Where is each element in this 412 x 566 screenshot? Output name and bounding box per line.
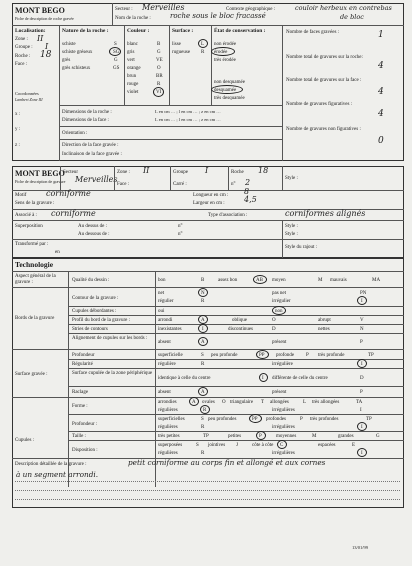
selection-circle bbox=[211, 85, 243, 94]
transforme-label: Transformé par : bbox=[15, 242, 49, 247]
nom-roche-label: Nom de la roche : bbox=[115, 16, 151, 21]
coordonnees-sub: Lambert Zone III bbox=[15, 97, 43, 102]
selection-circle bbox=[256, 350, 269, 359]
contour-option: net bbox=[158, 291, 165, 296]
largeur-label: Largeur en cm : bbox=[193, 201, 225, 206]
longueur-value: 8 bbox=[244, 187, 250, 196]
direction-label: Direction de la face gravée : bbox=[62, 143, 119, 148]
alignement-code: A bbox=[201, 340, 205, 345]
selection-circle bbox=[253, 275, 267, 284]
nature-code: G bbox=[114, 58, 118, 63]
disposition-code: J bbox=[236, 443, 238, 448]
surface-title: Surface : bbox=[172, 28, 194, 34]
forme-label: Forme : bbox=[72, 404, 88, 409]
style-rajout-label: Style du rajout : bbox=[285, 245, 318, 250]
fiche-style-label: Style : bbox=[285, 176, 298, 181]
alignement-label: Alignement de cupules sur les bords : bbox=[72, 336, 148, 341]
couleur-code: BR bbox=[156, 74, 163, 79]
profondeur-cupules-option: profondes bbox=[266, 417, 286, 422]
nature-schiste: schiste bbox=[62, 42, 76, 47]
selection-circle bbox=[259, 373, 268, 382]
qualite-option: bon bbox=[158, 278, 166, 283]
profondeur-cupules-code: PP bbox=[252, 417, 258, 422]
etat-item: desquamée bbox=[214, 88, 237, 93]
nature-schiste-greseux: schiste gréseux bbox=[62, 50, 93, 55]
count-value: 0 bbox=[378, 136, 384, 146]
qualite-code: M bbox=[318, 278, 323, 283]
qualite-code: B bbox=[201, 278, 205, 283]
contour-code: PN bbox=[360, 291, 367, 296]
taille-code: G bbox=[376, 434, 380, 439]
inclinaison-label: Inclinaison de la face gravée : bbox=[62, 152, 122, 157]
forme-code: I bbox=[360, 408, 362, 413]
taille-option: grandes bbox=[338, 434, 354, 439]
fiche-brand: MONT BEGO bbox=[15, 169, 65, 178]
couleur-code: B bbox=[157, 42, 161, 47]
dim-face-fmt: L en cm … ; l en cm … ; z en cm … bbox=[155, 117, 221, 122]
contexte-label: Contexte géographique : bbox=[226, 7, 276, 12]
count-value: 4 bbox=[378, 61, 384, 71]
nature-title: Nature de la roche : bbox=[62, 28, 109, 34]
contour-option: irrégulier bbox=[272, 299, 291, 304]
taille-option: moyennes bbox=[276, 434, 297, 439]
profondeur-cupules-option: superficielles bbox=[158, 417, 185, 422]
zone-value: II bbox=[37, 34, 44, 43]
groupe-label: Groupe : bbox=[15, 45, 33, 50]
alignement-option: absent bbox=[158, 340, 171, 345]
z-label: z : bbox=[15, 143, 20, 148]
stries-code: D bbox=[272, 327, 276, 332]
contour-option: pas net bbox=[272, 291, 287, 296]
contour-label: Contour de la gravure : bbox=[72, 296, 119, 301]
footer-date: 13/01/99 bbox=[352, 545, 369, 550]
disposition-option: irrégulières bbox=[272, 451, 295, 456]
forme-code: R bbox=[203, 408, 207, 413]
couleur-item: brun bbox=[127, 74, 137, 79]
surface-cupulee-code: D bbox=[360, 376, 364, 381]
forme-option: allongées bbox=[270, 400, 289, 405]
selection-circle bbox=[153, 87, 164, 97]
cupules-debordantes-label: Cupules débordantes : bbox=[72, 309, 117, 314]
qualite-option: moyen bbox=[272, 278, 286, 283]
forme-option: très allongées bbox=[312, 400, 340, 405]
surface-cupulee-label: Surface cupulée de la zone périphérique bbox=[72, 371, 153, 376]
profondeur-cupules-code: TP bbox=[366, 417, 372, 422]
orientation-label: Orientation : bbox=[62, 131, 88, 136]
y-label: y : bbox=[15, 127, 21, 132]
x-label: x : bbox=[15, 112, 21, 117]
profil-code: A bbox=[201, 318, 205, 323]
profil-code: V bbox=[360, 318, 364, 323]
face-label: Face : bbox=[15, 62, 28, 67]
disposition-code: R bbox=[201, 451, 205, 456]
qualite-option: mauvais bbox=[330, 278, 347, 283]
stries-option: discontinues bbox=[228, 327, 253, 332]
raclage-label: Raclage bbox=[72, 390, 89, 395]
count-value: 4 bbox=[378, 87, 384, 97]
disposition-option: jointives bbox=[208, 443, 226, 448]
qualite-code: AB bbox=[256, 278, 263, 283]
fiche-groupe-label: Groupe bbox=[173, 170, 188, 175]
couleur-code: O bbox=[157, 66, 161, 71]
regularite-label: Régularité bbox=[72, 362, 93, 367]
couleur-title: Couleur : bbox=[127, 28, 150, 34]
secteur-value: Merveilles bbox=[142, 3, 185, 12]
forme-code: A bbox=[192, 400, 196, 405]
regularite-code: R bbox=[201, 362, 205, 367]
contour-code: R bbox=[201, 299, 205, 304]
profondeur-option: très profonde bbox=[318, 353, 345, 358]
surface-item: rugueuse bbox=[172, 50, 191, 55]
localisation-title: Localisation: bbox=[15, 28, 46, 34]
profondeur-option: peu profonde bbox=[211, 353, 238, 358]
longueur-label: Longueur en cm : bbox=[193, 193, 229, 198]
sens-label: Sens de la gravure : bbox=[15, 201, 55, 206]
au-dessous-label: Au dessous de : bbox=[78, 232, 110, 237]
type-association-value: corniformes alignés bbox=[285, 209, 366, 218]
disposition-code: S bbox=[196, 443, 199, 448]
selection-circle bbox=[357, 448, 367, 457]
raclage-code: P bbox=[360, 390, 363, 395]
coordonnees-label: Coordonnées bbox=[15, 91, 39, 96]
raclage-code: A bbox=[201, 390, 205, 395]
associe-value: corniforme bbox=[51, 209, 96, 218]
contour-code: I bbox=[361, 299, 363, 304]
fiche-brand-sub: Fiche de description de gravure bbox=[15, 179, 66, 184]
fiche-num-label: n° bbox=[231, 182, 236, 187]
surface-cupulee-code: I bbox=[262, 376, 264, 381]
disposition-option: côte à côte bbox=[252, 443, 274, 448]
top-brand: MONT BEGO bbox=[15, 6, 65, 15]
roche-value: 18 bbox=[40, 50, 52, 60]
motif-value: corniforme bbox=[46, 189, 91, 198]
selection-circle bbox=[249, 414, 262, 423]
aspect-label: Aspect général de la gravure : bbox=[15, 274, 56, 285]
qualite-label: Qualité du dessin : bbox=[72, 278, 110, 283]
couleur-item: gris bbox=[127, 50, 135, 55]
raclage-option: absent bbox=[158, 390, 171, 395]
selection-circle bbox=[211, 47, 235, 56]
style-label: Style : bbox=[285, 224, 298, 229]
forme-option: ovales bbox=[202, 400, 215, 405]
disposition-code: I bbox=[361, 451, 363, 456]
technologie-title: Technologie bbox=[15, 260, 54, 269]
associe-label: Associé à : bbox=[15, 213, 37, 218]
profondeur-cupules-code: R bbox=[201, 425, 205, 430]
profil-option: abrupt bbox=[318, 318, 331, 323]
profondeur-option: superficielle bbox=[158, 353, 183, 358]
profondeur-code: TP bbox=[368, 353, 374, 358]
nature-code: SG bbox=[113, 50, 120, 55]
etat-item: érodée bbox=[214, 50, 228, 55]
selection-circle bbox=[256, 431, 266, 440]
profondeur-label: Profondeur bbox=[72, 353, 95, 358]
selection-circle bbox=[277, 440, 287, 449]
count-value: 4 bbox=[378, 109, 384, 119]
fiche-zone-value: II bbox=[143, 166, 150, 175]
selection-circle bbox=[198, 288, 208, 297]
fiche-face-label: Face : bbox=[117, 182, 130, 187]
taille-option: très petites bbox=[158, 434, 180, 439]
couleur-code: VE bbox=[156, 58, 163, 63]
fiche-roche-label: Roche bbox=[231, 170, 244, 175]
count-label: Nombre de gravures figuratives : bbox=[286, 102, 353, 107]
nom-roche-value-2: de bloc bbox=[340, 13, 364, 21]
nature-code: GS bbox=[113, 66, 120, 71]
style-label: Style : bbox=[285, 232, 298, 237]
couleur-code: G bbox=[157, 50, 161, 55]
selection-circle bbox=[357, 296, 367, 305]
surface-code: L bbox=[201, 42, 205, 47]
profondeur-option: profonde bbox=[276, 353, 295, 358]
au-dessus-label: Au dessus de : bbox=[78, 224, 108, 229]
selection-circle bbox=[272, 306, 286, 315]
etat-item: très érodée bbox=[214, 58, 236, 63]
fiche-roche-value: 18 bbox=[258, 166, 269, 175]
profondeur-cupules-code: P bbox=[300, 417, 303, 422]
couleur-code: VI bbox=[156, 90, 162, 95]
taille-option: petites bbox=[228, 434, 242, 439]
option-non: non bbox=[275, 309, 283, 314]
stries-code: N bbox=[360, 327, 364, 332]
selection-circle bbox=[109, 47, 121, 56]
couleur-code: R bbox=[157, 82, 161, 87]
forme-option: triangulaire bbox=[230, 400, 254, 405]
nature-gres: grès bbox=[62, 58, 71, 63]
disposition-label: Disposition : bbox=[72, 448, 98, 453]
forme-code: TA bbox=[356, 400, 363, 405]
stries-code: I bbox=[202, 327, 204, 332]
dim-face-label: Dimensions de la face : bbox=[62, 118, 109, 123]
disposition-option: régulières bbox=[158, 451, 178, 456]
regularite-code: I bbox=[361, 362, 363, 367]
etat-item: non desquamée bbox=[214, 80, 245, 85]
alignement-code: P bbox=[360, 340, 363, 345]
stries-label: Stries de contours bbox=[72, 327, 108, 332]
etat-title: État de conservation : bbox=[214, 28, 266, 34]
disposition-option: espacées bbox=[318, 443, 336, 448]
selection-circle bbox=[357, 359, 367, 368]
numero-label: n° bbox=[178, 224, 183, 229]
qualite-option: assez bon bbox=[218, 278, 238, 283]
dim-roche-label: Dimensions de la roche : bbox=[62, 110, 112, 115]
profondeur-code: PP bbox=[259, 353, 265, 358]
numero-label: n° bbox=[178, 232, 183, 237]
count-label: Nombre total de gravures sur la roche: bbox=[286, 55, 363, 60]
profondeur-cupules-option: irrégulières bbox=[272, 425, 295, 430]
selection-circle bbox=[198, 387, 208, 396]
selection-circle bbox=[200, 405, 210, 414]
groupe-value: I bbox=[45, 42, 49, 51]
etat-item: très desquamée bbox=[214, 96, 245, 101]
contour-code: N bbox=[201, 291, 205, 296]
profil-label: Profil du bord de la gravure : bbox=[72, 318, 131, 323]
dim-roche-fmt: L en cm … ; l en cm … ; z en cm … bbox=[155, 109, 221, 114]
largeur-value: 4,5 bbox=[244, 195, 257, 204]
selection-circle bbox=[198, 337, 208, 346]
alignement-option: présent bbox=[272, 340, 287, 345]
disposition-option: superposées bbox=[158, 443, 183, 448]
count-label: Nombre de gravures non figuratives : bbox=[286, 127, 361, 132]
selection-circle bbox=[198, 324, 208, 333]
nature-code: S bbox=[114, 42, 117, 47]
en-label: en bbox=[55, 250, 60, 255]
forme-option: irrégulières bbox=[272, 408, 295, 413]
profil-code: O bbox=[272, 318, 276, 323]
bords-label: Bords de la gravure bbox=[15, 316, 55, 321]
surface-cupulee-option: identique à celle du centre bbox=[158, 376, 211, 381]
raclage-option: présent bbox=[272, 390, 287, 395]
stries-option: nettes bbox=[318, 327, 330, 332]
option-oui: oui bbox=[158, 309, 165, 314]
nom-roche-value: roche sous le bloc fracassé bbox=[170, 12, 266, 20]
selection-circle bbox=[198, 315, 208, 324]
contexte-value: couloir herbeux en contrebas bbox=[295, 4, 392, 12]
profondeur-cupules-label: Profondeur : bbox=[72, 422, 98, 427]
description-label: Description détaillée de la gravure : bbox=[15, 462, 87, 467]
stries-option: inexistantes bbox=[158, 327, 182, 332]
motif-label: Motif bbox=[15, 193, 27, 198]
profondeur-cupules-code: S bbox=[201, 417, 204, 422]
fiche-groupe-value: I bbox=[205, 166, 209, 175]
surface-gravee-label: Surface gravée : bbox=[15, 372, 48, 377]
superposition-label: Superposition bbox=[15, 224, 43, 229]
taille-code: M bbox=[312, 434, 317, 439]
couleur-item: violet bbox=[127, 90, 139, 95]
surface-item: lisse bbox=[172, 42, 181, 47]
profondeur-code: P bbox=[306, 353, 309, 358]
description-value: petit corniforme au corps fin et allongé et aux cornes bbox=[128, 458, 326, 467]
top-brand-sub: Fiche de description de roche gravée bbox=[15, 16, 74, 21]
profil-option: oblique bbox=[232, 318, 247, 323]
count-label: Nombre total de gravures sur la face : bbox=[286, 78, 362, 83]
description-value-2: à un segment arrondi. bbox=[16, 470, 99, 479]
count-label: Nombre de faces gravées : bbox=[286, 30, 340, 35]
etat-item: non érodée bbox=[214, 42, 237, 47]
forme-option: arrondies bbox=[158, 400, 177, 405]
forme-code: L bbox=[303, 400, 307, 405]
taille-code: TP bbox=[203, 434, 209, 439]
cupules-label: Cupules : bbox=[15, 438, 35, 443]
qualite-code: MA bbox=[372, 278, 381, 283]
count-value: 1 bbox=[378, 30, 384, 40]
disposition-code: E bbox=[352, 443, 356, 448]
nature-gres-schisteux: grès schisteux bbox=[62, 66, 91, 71]
type-association-label: Type d'association : bbox=[208, 213, 248, 218]
selection-circle bbox=[357, 422, 367, 431]
profondeur-cupules-option: très profondes bbox=[310, 417, 339, 422]
taille-label: Taille : bbox=[72, 434, 86, 439]
roche-label: Roche : bbox=[15, 54, 31, 59]
forme-option: régulières bbox=[158, 408, 178, 413]
forme-code: T bbox=[261, 400, 265, 405]
contour-option: régulier bbox=[158, 299, 174, 304]
regularite-option: régulière bbox=[158, 362, 176, 367]
profondeur-code: S bbox=[201, 353, 204, 358]
profondeur-cupules-code: I bbox=[361, 425, 363, 430]
regularite-option: irrégulière bbox=[272, 362, 293, 367]
profil-option: arrondi bbox=[158, 318, 173, 323]
fiche-carre-label: Carré : bbox=[173, 182, 187, 187]
forme-code: O bbox=[222, 400, 226, 405]
secteur-label: Secteur : bbox=[115, 7, 133, 12]
couleur-item: orange bbox=[127, 66, 141, 71]
selection-circle bbox=[189, 397, 199, 406]
fiche-zone-label: Zone : bbox=[117, 170, 130, 175]
couleur-item: vert bbox=[127, 58, 135, 63]
couleur-item: blanc bbox=[127, 42, 138, 47]
surface-cupulee-option: différente de celle du centre bbox=[272, 376, 328, 381]
fiche-secteur-label: Secteur bbox=[63, 170, 78, 175]
disposition-code: C bbox=[280, 443, 284, 448]
fiche-num-value: 2 bbox=[245, 178, 251, 187]
zone-label: Zone : bbox=[15, 37, 28, 42]
selection-circle bbox=[198, 39, 208, 48]
taille-code: P bbox=[259, 434, 262, 439]
couleur-item: rouge bbox=[127, 82, 139, 87]
surface-code: R bbox=[201, 50, 205, 55]
fiche-secteur-value: Merveilles bbox=[75, 175, 118, 184]
profondeur-cupules-option: peu profondes bbox=[208, 417, 237, 422]
profondeur-cupules-option: régulières bbox=[158, 425, 178, 430]
